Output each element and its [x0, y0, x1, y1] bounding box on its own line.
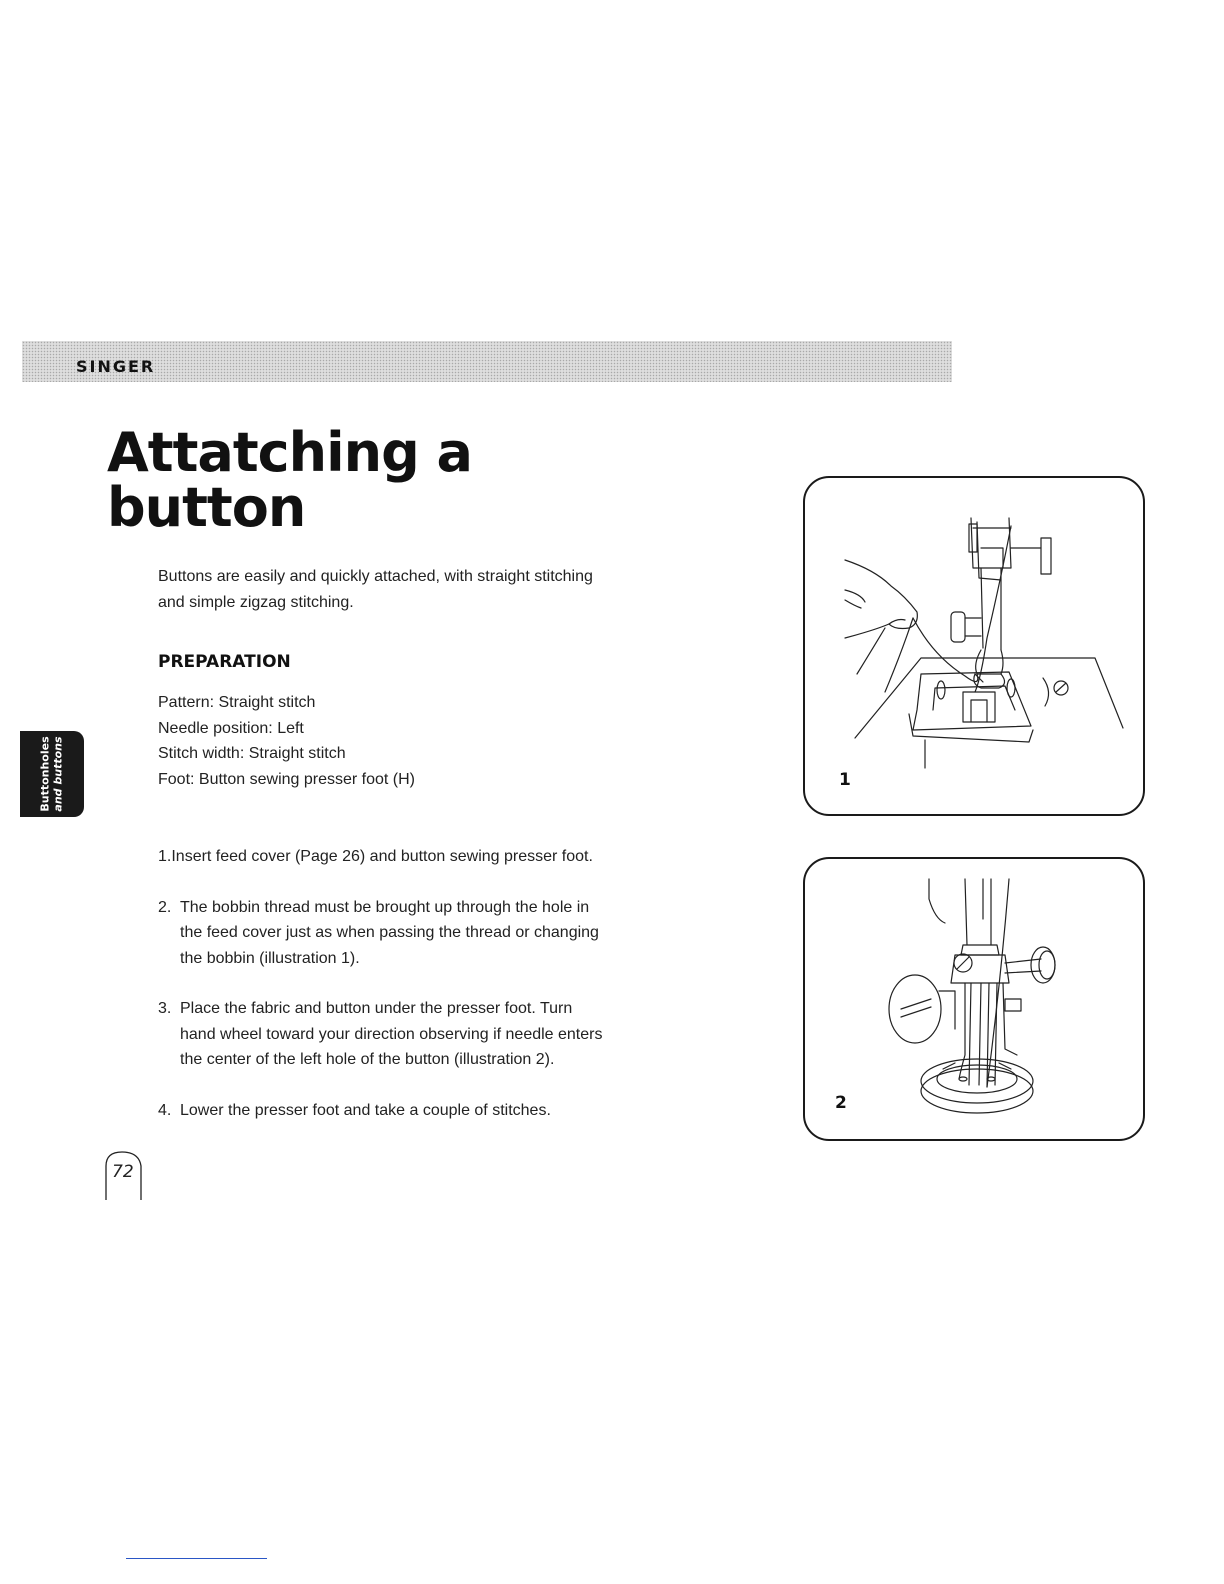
page-title: [107, 421, 472, 539]
side-tab-line-2: and buttons: [52, 736, 66, 812]
illustration-2-panel: [803, 857, 1145, 1141]
illustration-1-label: 1: [839, 770, 851, 790]
illustration-2-label: 2: [835, 1093, 847, 1113]
footer-underline: [126, 1558, 267, 1559]
illustration-1-panel: [803, 476, 1145, 816]
step-number: 4.: [158, 1101, 172, 1119]
page-title-line-1: Attatching a: [107, 421, 472, 484]
page-number: 72: [112, 1162, 134, 1182]
section-side-tab: [20, 731, 84, 817]
button-presser-foot-illustration: [805, 859, 1143, 1139]
spec-foot: Foot: Button sewing presser foot (H): [158, 770, 415, 788]
brand-logo: SINGER: [76, 357, 156, 376]
step-number: 3.: [158, 1000, 172, 1017]
spec-stitch-width: Stitch width: Straight stitch: [158, 745, 346, 762]
section-side-tab-label: [39, 736, 65, 811]
page-title-line-2: button: [107, 476, 306, 539]
step-text: The bobbin thread must be brought up through the hole in the feed cover just as when passing the thread or changing the bobbin (illustration 1).: [180, 898, 599, 967]
preparation-list: [158, 690, 415, 792]
step-item: [158, 844, 608, 870]
step-number: 2.: [158, 898, 172, 916]
step-item: [158, 1098, 608, 1124]
step-number: 1.: [158, 848, 172, 865]
step-text: Insert feed cover (Page 26) and button sewing presser foot.: [171, 848, 593, 865]
header-band: [22, 341, 952, 382]
step-text: Lower the presser foot and take a couple of stitches.: [180, 1101, 551, 1119]
bobbin-thread-illustration: [805, 478, 1143, 814]
spec-needle-position: Needle position: Left: [158, 719, 304, 737]
step-item: [158, 895, 608, 972]
side-tab-line-1: Buttonholes: [39, 736, 53, 812]
step-text: Place the fabric and button under the presser foot. Turn hand wheel toward your direction observing if needle enters the center of the left hole of the button (illustration 2).: [180, 1000, 603, 1068]
step-item: [158, 996, 608, 1073]
steps-list: [158, 844, 608, 1148]
preparation-heading: PREPARATION: [158, 652, 291, 672]
intro-paragraph: Buttons are easily and quickly attached, with straight stitching and simple zigzag stitching.: [158, 568, 593, 611]
spec-pattern: Pattern: Straight stitch: [158, 694, 316, 711]
